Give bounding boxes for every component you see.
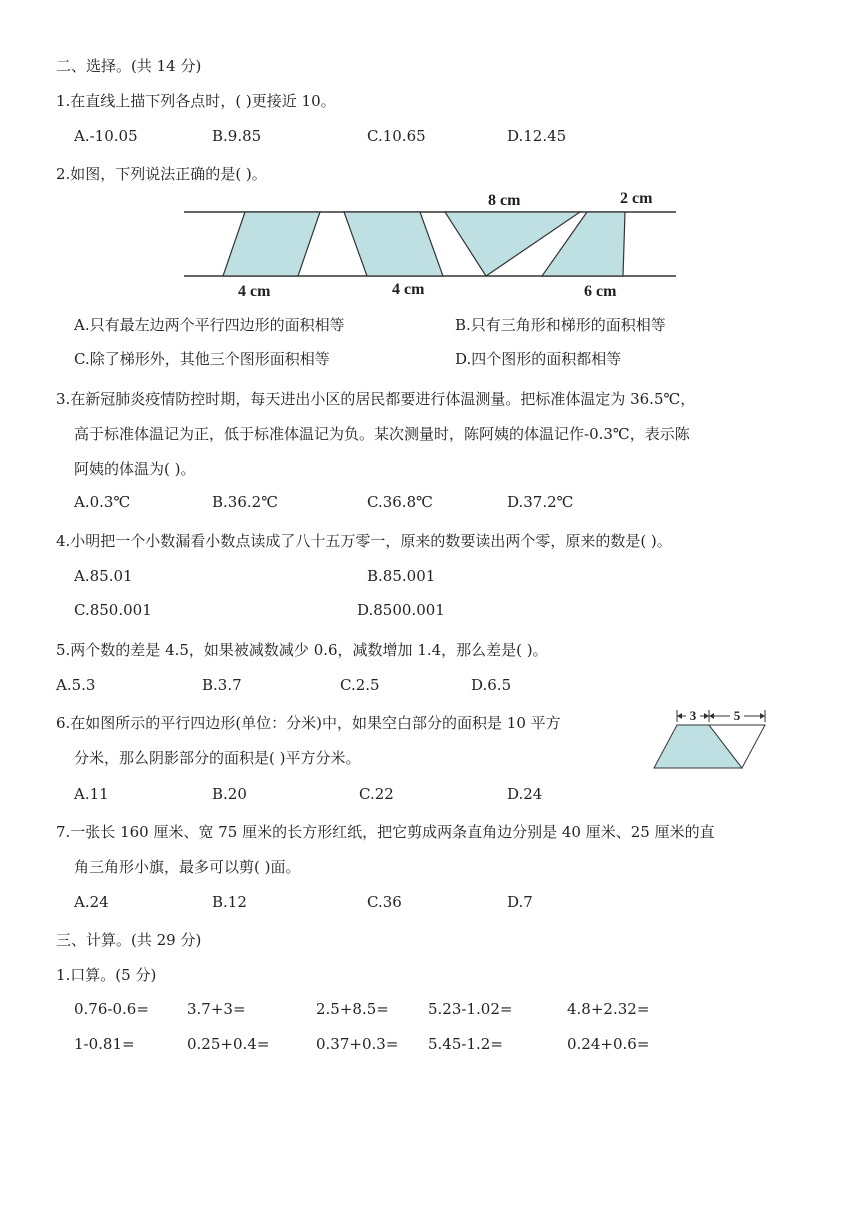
section-title: 三、计算。(共 29 分) (56, 931, 202, 949)
calc-item: 1-0.81= (74, 1035, 135, 1053)
question-stem-line-1: 7.一张长 160 厘米、宽 75 厘米的长方形红纸，把它剪成两条直角边分别是 40 厘米、25 厘米的直 (56, 823, 715, 841)
option-d[interactable]: D.7 (507, 893, 533, 911)
option-a[interactable]: A.85.01 (74, 567, 133, 585)
calc-item: 0.37+0.3= (316, 1035, 399, 1053)
option-b[interactable]: B.9.85 (212, 127, 262, 145)
calc-item: 5.23-1.02= (428, 1000, 513, 1018)
option-c[interactable]: C.36 (367, 893, 402, 911)
option-b[interactable]: B.36.2℃ (212, 493, 278, 511)
option-a[interactable]: A.24 (74, 893, 109, 911)
calc-item: 3.7+3= (187, 1000, 246, 1018)
question-stem-line-2: 分米，那么阴影部分的面积是( )平方分米。 (74, 749, 361, 767)
option-c[interactable]: C.10.65 (367, 127, 426, 145)
parallelogram-middle (344, 212, 443, 276)
question-stem-line-1: 6.在如图所示的平行四边形(单位：分米)中，如果空白部分的面积是 10 平方 (56, 714, 561, 732)
question-stem-line-2: 角三角形小旗，最多可以剪( )面。 (74, 858, 301, 876)
question-stem: 5.两个数的差是 4.5，如果被减数减少 0.6，减数增加 1.4，那么差是( )。 (56, 641, 548, 659)
section-title: 二、选择。(共 14 分) (56, 57, 202, 75)
label-4cm-left: 4 cm (238, 283, 271, 300)
option-d[interactable]: D.8500.001 (357, 601, 445, 619)
question-stem-line-3: 阿姨的体温为( )。 (74, 460, 196, 478)
calc-item: 0.24+0.6= (567, 1035, 650, 1053)
shapes-figure (180, 183, 680, 303)
question-stem: 4.小明把一个小数漏看小数点读成了八十五万零一，原来的数要读出两个零，原来的数是( )。 (56, 532, 672, 550)
label-3: 3 (689, 708, 697, 723)
question-stem: 1.口算。(5 分) (56, 966, 157, 984)
label-5: 5 (733, 708, 741, 723)
parallelogram-figure (650, 705, 772, 771)
calc-item: 5.45-1.2= (428, 1035, 503, 1053)
option-a[interactable]: A.0.3℃ (74, 493, 131, 511)
label-4cm-middle: 4 cm (392, 281, 425, 298)
label-2cm: 2 cm (620, 190, 653, 207)
option-b[interactable]: B.只有三角形和梯形的面积相等 (455, 316, 666, 334)
option-c[interactable]: C.22 (359, 785, 394, 803)
question-stem-line-2: 高于标准体温记为正，低于标准体温记为负。某次测量时，陈阿姨的体温记作-0.3℃，表示陈 (74, 425, 690, 443)
option-c[interactable]: C.36.8℃ (367, 493, 433, 511)
parallelogram-left (223, 212, 320, 276)
option-d[interactable]: D.四个图形的面积都相等 (455, 350, 622, 368)
option-a[interactable]: A.-10.05 (74, 127, 138, 145)
option-a[interactable]: A.11 (74, 785, 109, 803)
calc-item: 2.5+8.5= (316, 1000, 389, 1018)
option-c[interactable]: C.850.001 (74, 601, 152, 619)
option-a[interactable]: A.5.3 (56, 676, 96, 694)
option-c[interactable]: C.除了梯形外，其他三个图形面积相等 (74, 350, 330, 368)
option-b[interactable]: B.85.001 (367, 567, 436, 585)
question-stem: 2.如图，下列说法正确的是( )。 (56, 165, 267, 183)
calc-item: 0.25+0.4= (187, 1035, 270, 1053)
option-d[interactable]: D.6.5 (471, 676, 512, 694)
option-b[interactable]: B.3.7 (202, 676, 242, 694)
option-d[interactable]: D.37.2℃ (507, 493, 574, 511)
option-a[interactable]: A.只有最左边两个平行四边形的面积相等 (74, 316, 345, 334)
option-c[interactable]: C.2.5 (340, 676, 380, 694)
option-b[interactable]: B.20 (212, 785, 247, 803)
question-stem: 1.在直线上描下列各点时，( )更接近 10。 (56, 92, 336, 110)
question-stem-line-1: 3.在新冠肺炎疫情防控时期，每天进出小区的居民都要进行体温测量。把标准体温定为 36.5℃， (56, 390, 696, 408)
option-d[interactable]: D.12.45 (507, 127, 567, 145)
calc-item: 0.76-0.6= (74, 1000, 149, 1018)
option-d[interactable]: D.24 (507, 785, 543, 803)
label-6cm: 6 cm (584, 283, 617, 300)
option-b[interactable]: B.12 (212, 893, 247, 911)
calc-item: 4.8+2.32= (567, 1000, 650, 1018)
label-8cm: 8 cm (488, 192, 521, 209)
